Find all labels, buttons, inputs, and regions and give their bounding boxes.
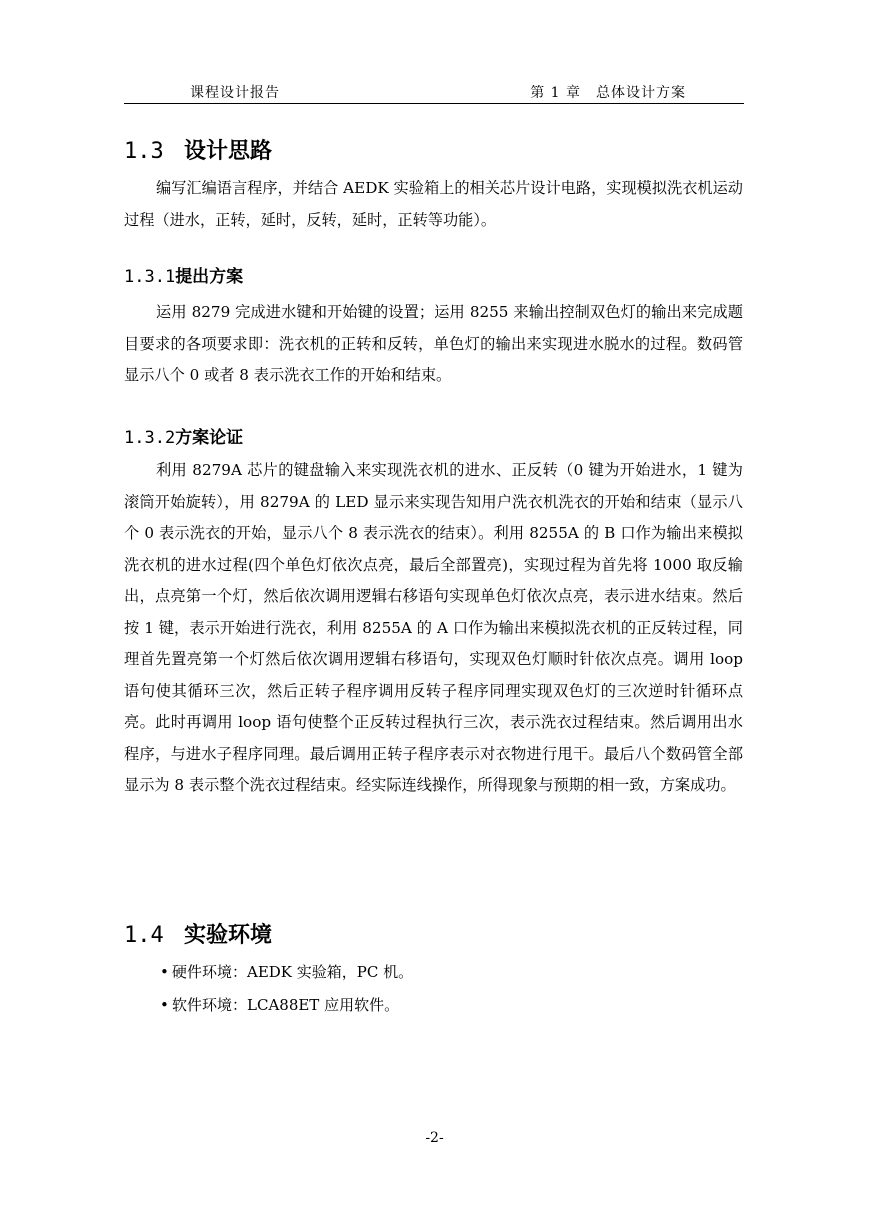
paragraph-design-idea: 编写汇编语言程序，并结合 AEDK 实验箱上的相关芯片设计电路，实现模拟洗衣机运动过程（进水，正转，延时，反转，延时，正转等功能）。 [124,179,743,229]
list-item-text: 软件环境：LCA88ET 应用软件。 [172,996,400,1014]
list-item [160,961,413,982]
header-report-title: 课程设计报告 [190,85,280,101]
section-title: 实验环境 [184,923,273,948]
page-header [124,80,744,102]
page-number: -2- [425,1130,444,1146]
header-divider [124,103,744,104]
section-number: 1.3 [124,139,164,164]
subsection-number: 1.3.1 [124,267,176,287]
list-item-text: 硬件环境：AEDK 实验箱，PC 机。 [172,963,414,981]
subsection-title: 提出方案 [175,267,244,287]
header-chapter-title: 第 1 章 总体设计方案 [530,85,686,101]
paragraph-proposal: 运用 8279 完成进水键和开始键的设置；运用 8255 来输出控制双色灯的输出来完成题目要求的各项要求即：洗衣机的正转和反转，单色灯的输出来实现进水脱水的过程。数码管显示八个 0 或者 8 表示洗衣工作的开始和结束。 [124,303,743,384]
section-heading-1-4 [124,918,272,949]
section-heading-1-3 [124,134,272,165]
paragraph-argument: 利用 8279A 芯片的键盘输入来实现洗衣机的进水、正反转（0 键为开始进水，1 键为滚筒开始旋转），用 8279A 的 LED 显示来实现告知用户洗衣机洗衣的开始和结束（显示八个 0 表示洗衣的开始，显示八个 8 表示洗衣的结束）。利用 8255A 的 B 口作为输出来模拟洗衣机的进水过程(四个单色灯依次点亮，最后全部置亮)，实现过程为首先将 1000 取反输出，点亮第一个灯，然后依次调用逻辑右移语句实现单色灯依次点亮，表示进水结束。然后按 1 键，表示开始进行洗衣，利用 8255A 的 A 口作为输出来模拟洗衣机的正反转过程，同理首先置亮第一个灯然后依次调用逻辑右移语句，实现双色灯顺时针依次点亮。调用 loop 语句使其循环三次，然后正转子程序调用反转子程序同理实现双色灯的三次逆时针循环点亮。此时再调用 loop 语句使整个正反转过程执行三次，表示洗衣过程结束。然后调用出水程序，与进水子程序同理。最后调用正转子程序表示对衣物进行甩干。最后八个数码管全部显示为 8 表示整个洗衣过程结束。经实际连线操作，所得现象与预期的相一致，方案成功。 [124,461,743,794]
bullet-icon: • [160,996,169,1014]
section-title: 设计思路 [184,139,273,164]
section-number: 1.4 [124,923,164,948]
bullet-icon: • [160,963,169,981]
subsection-title: 方案论证 [175,428,244,448]
subsection-heading-1-3-2 [124,423,243,448]
subsection-heading-1-3-1 [124,262,243,287]
subsection-number: 1.3.2 [124,428,176,448]
list-item [160,994,399,1015]
